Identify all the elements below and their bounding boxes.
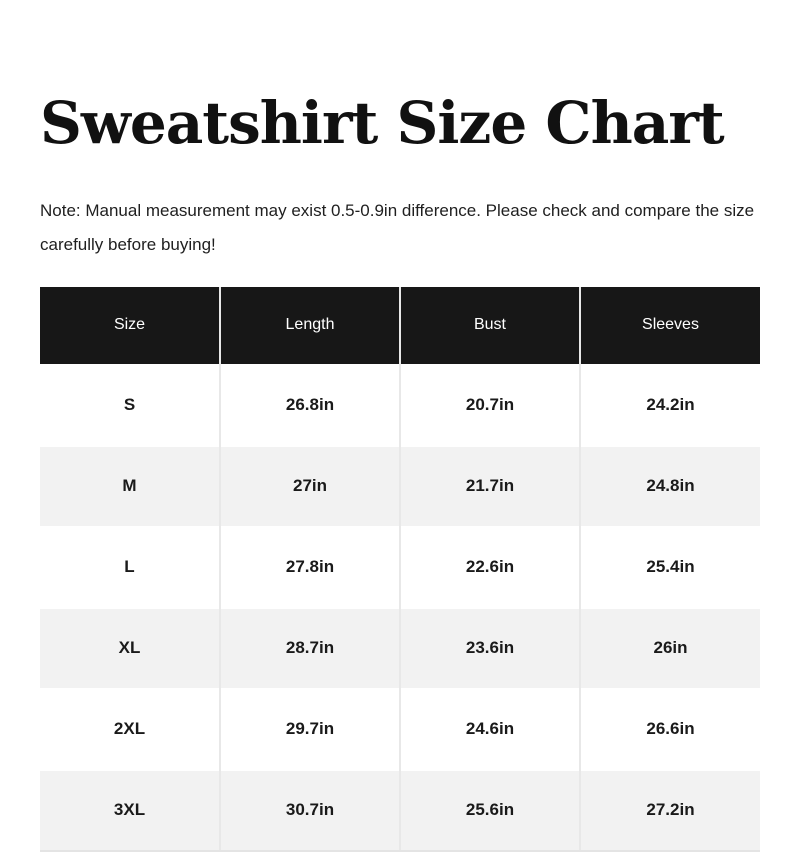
page-title: Sweatshirt Size Chart <box>40 88 724 157</box>
size-cell: 2XL <box>40 689 220 770</box>
column-header: Sleeves <box>580 287 760 365</box>
measurement-cell: 28.7in <box>220 608 400 689</box>
measurement-cell: 27.8in <box>220 527 400 608</box>
note-line-2: carefully before buying! <box>40 234 216 254</box>
measurement-cell: 29.7in <box>220 689 400 770</box>
table-row <box>40 770 760 851</box>
column-header: Length <box>220 287 400 365</box>
table-body <box>40 365 760 851</box>
size-cell: L <box>40 527 220 608</box>
measurement-cell: 30.7in <box>220 770 400 851</box>
table-row <box>40 365 760 446</box>
column-header: Size <box>40 287 220 365</box>
size-cell: 3XL <box>40 770 220 851</box>
measurement-cell: 25.4in <box>580 527 760 608</box>
measurement-cell: 25.6in <box>400 770 580 851</box>
size-cell: S <box>40 365 220 446</box>
table-row <box>40 689 760 770</box>
table-row <box>40 527 760 608</box>
measurement-cell: 24.6in <box>400 689 580 770</box>
measurement-cell: 21.7in <box>400 446 580 527</box>
measurement-cell: 26.6in <box>580 689 760 770</box>
column-header: Bust <box>400 287 580 365</box>
measurement-cell: 24.8in <box>580 446 760 527</box>
size-cell: XL <box>40 608 220 689</box>
measurement-cell: 27in <box>220 446 400 527</box>
size-cell: M <box>40 446 220 527</box>
note <box>40 194 760 262</box>
measurement-cell: 23.6in <box>400 608 580 689</box>
measurement-cell: 22.6in <box>400 527 580 608</box>
table-row <box>40 446 760 527</box>
measurement-cell: 20.7in <box>400 365 580 446</box>
measurement-cell: 24.2in <box>580 365 760 446</box>
header-row <box>40 287 760 365</box>
note-line-1: Note: Manual measurement may exist 0.5-0.9in difference. Please check and compare the size <box>40 200 755 220</box>
measurement-cell: 26.8in <box>220 365 400 446</box>
table-row <box>40 608 760 689</box>
table-header <box>40 287 760 365</box>
measurement-cell: 26in <box>580 608 760 689</box>
size-chart-table <box>40 287 760 852</box>
measurement-cell: 27.2in <box>580 770 760 851</box>
